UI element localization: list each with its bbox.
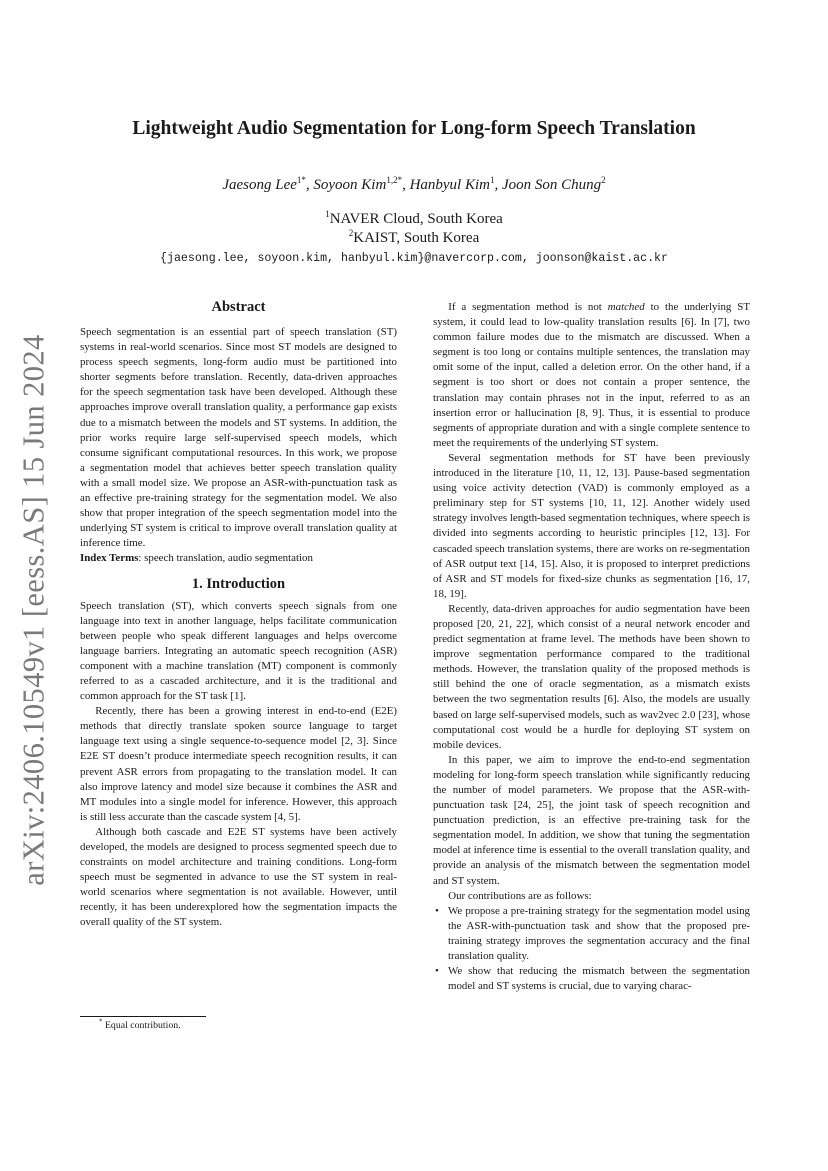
index-terms-text: : speech translation, audio segmentation — [138, 552, 313, 565]
footnote-mark: * — [99, 1017, 103, 1026]
list-item: • We show that reducing the mismatch between the segmentation model and ST systems is crucial, due to varying charac- — [435, 965, 750, 993]
contributions-list — [433, 904, 750, 995]
left-column — [80, 298, 397, 931]
paragraph: Recently, data-driven approaches for audio segmentation have been proposed [20, 21, 22], which consist of a neural network encoder and predict segmentation at frame level. The methods have been shown to improve segmentation performance compared to the traditional methods. However, the translation quality of the proposed methods is still behind the one of oracle segmentation, as a mismatch exists between the two segmentation results [6]. Also, the models are usually based on large self-supervised models, such as wav2vec 2.0 [23], whose computational cost would be a hurdle for deploying ST system on mobile devices. — [433, 602, 750, 751]
author-name: Soyoon Kim — [313, 177, 387, 193]
footnote-text: Equal contribution. — [104, 1020, 181, 1031]
author-name: Jaesong Lee — [222, 177, 297, 193]
arxiv-identifier-stamp — [14, 334, 54, 886]
paper-title: Lightweight Audio Segmentation for Long-form Speech Translation — [132, 118, 696, 139]
author-affiliation-mark: 1 — [489, 175, 495, 185]
author-affiliation-mark: 1,2* — [386, 175, 403, 185]
affiliation-name: NAVER Cloud, South Korea — [329, 211, 503, 227]
introduction-heading: 1. Introduction — [191, 575, 286, 592]
author-name: Hanbyul Kim — [409, 177, 490, 193]
arxiv-identifier-text: arXiv:2406.10549v1 [eess.AS] 15 Jun 2024 — [16, 334, 51, 886]
abstract-heading: Abstract — [211, 299, 266, 315]
paragraph: In this paper, we aim to improve the end-to-end segmentation modeling for long-form speech translation while significantly reducing the number of model parameters. We propose that the ASR-with-punctuation task [24, 25], the joint task of speech recognition and punctuation prediction, is an effective pre-training task for the segmentation model. In addition, we show that tuning the segmentation model at inference time is essential to the overall translation quality, and provide an analysis of the mismatch between the segmentation model and ST system. — [433, 753, 750, 887]
paragraph: If a segmentation method is not matched to the underlying ST system, it could lead to low-quality translation results [6]. In [7], two common failure modes due to the mismatch are discussed. When a segment is too long or contains multiple sentences, the translation may omit some of the input, called a deletion error. On the other hand, if a segment is too short or does not contain a proper sentence, the translation may contain phrases not in the input, referred to as an insertion error or hallucination [8, 9]. Thus, it is essential to produce segments of appropriate duration and with a single complete sentence to meet the requirements of the underlying ST system. — [433, 301, 751, 449]
paragraph: Several segmentation methods for ST have been previously introduced in the literature [10, 11, 12, 13]. Pause-based segmentation using voice activity detection (VAD) is commonly employed as a preliminary step for ST systems [10, 11, 12]. Another widely used strategy involves length-based segmentation techniques, where speech is divided into segments according to heuristic principles [12, 13]. For cascaded speech translation systems, there are works on re-segmentation of ASR output text [14, 15]. Also, it is proposed to interpret predictions of ASR and ST models for fixed-size chunks as segmentation [16, 17, 18, 19]. — [433, 451, 750, 600]
author-affiliation-mark: 1* — [296, 175, 306, 185]
author-name: Joon Son Chung — [501, 177, 602, 193]
abstract-text: Speech segmentation is an essential part of speech translation (ST) systems in real-world scenarios. Since most ST models are designed to process speech segments, long-form audio must be partitioned into shorter segments before translation. Recently, data-driven approaches for the speech segmentation task have been developed. Although these approaches improve overall translation quality, a performance gap exists due to a mismatch between the models and ST systems. In addition, the prior works require large self-supervised speech models, which consume significant computational resources. In this work, we propose a segmentation model that achieves better speech translation quality with a small model size. We propose an ASR-with-punctuation task as an effective pre-training strategy for the segmentation model. We also show that proper integration of the speech segmentation model into the underlying ST system is critical to improve overall translation quality at inference time. — [80, 326, 397, 550]
list-item: • We propose a pre-training strategy for the segmentation model using the ASR-with-punctuation task and show that the proposed pre-training strategy improves the segmentation accuracy and the final translation quality. — [435, 904, 750, 963]
author-emails: {jaesong.lee, soyoon.kim, hanbyul.kim}@navercorp.com, joonson@kaist.ac.kr — [160, 252, 668, 265]
paragraph: Our contributions are as follows: — [448, 889, 592, 902]
paragraph: Although both cascade and E2E ST systems have been actively developed, the models are designed to process segmented speech due to constraints on model architecture and training conditions. Long-form speech must be segmented in advance to use the ST system in real-world scenarios where segmentation is not available. However, until recently, it has been underexplored how the segmentation impacts the overall quality of the ST system. — [80, 825, 397, 929]
index-terms-label: Index Terms — [80, 552, 139, 565]
paragraph: Speech translation (ST), which converts speech signals from one language into text in another language, helps facilitate communication between people who speak different languages and helps overcome language barriers. Integrating an automatic speech recognition (ASR) component with a machine translation (MT) component is commonly referred to as a cascaded architecture, and it is the traditional and common approach for the ST task [1]. — [80, 599, 397, 703]
affiliation-name: KAIST, South Korea — [353, 230, 480, 246]
author-affiliation-mark: 2 — [601, 175, 606, 185]
affiliation-line — [0, 211, 828, 228]
affiliation-mark: 1 — [325, 209, 330, 219]
affiliation-mark: 2 — [348, 228, 354, 238]
bullet-icon: • — [435, 904, 439, 917]
emphasis: matched — [607, 301, 645, 313]
bullet-icon: • — [435, 965, 439, 978]
footnote — [99, 1017, 181, 1031]
author-list: Jaesong Lee$^{1*}$, Soyoon Kim$^{1,2*}$, Hanbyul Kim$^1$, Joon Son Chung$^2$ — [222, 175, 606, 193]
affiliation-line — [0, 230, 828, 247]
paragraph: Recently, there has been a growing interest in end-to-end (E2E) methods that directly translate spoken source language to target language text using a single sequence-to-sequence model [2, 3]. Since E2E ST doesn’t produce intermediate speech recognition results, it can prevent ASR errors from propagating to the translation model. It can also improve latency and model size because it combines the ASR and MT modules into a single model for inference. However, this approach is still less accurate than the cascade system [4, 5]. — [80, 705, 397, 823]
index-terms — [80, 551, 397, 566]
right-column — [433, 300, 750, 994]
